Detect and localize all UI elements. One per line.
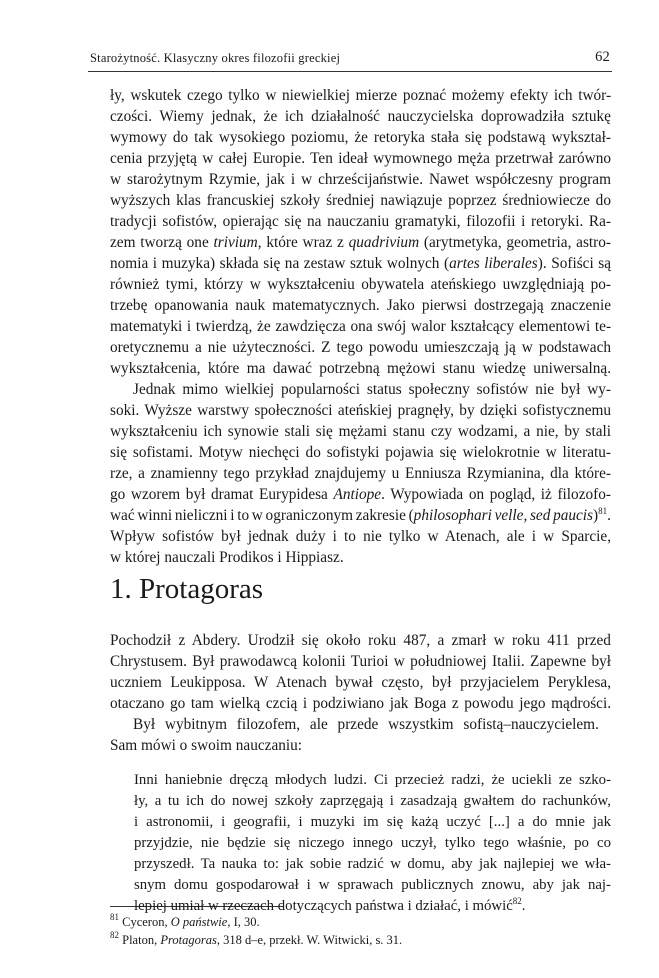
- text-span: Wpływ sofistów był jednak duży i to nie tylko w Atenach, ale i w Sparcie,: [110, 528, 612, 545]
- text-line: [110, 359, 611, 379]
- text-span: go wzorem był dramat Eurypidesa: [110, 486, 334, 503]
- text-span: ły, a tu ich do nowej szkoły zaprzęgają i zasadzają gwałtem do rachunków,: [134, 793, 611, 809]
- text-span: , które wraz z: [257, 234, 349, 251]
- text-span: Cyceron,: [119, 915, 171, 929]
- text-span: matematyki i twierdzą, że zawdzięcza ona swój walor kształcący elementowi te-: [110, 318, 612, 335]
- text-line: [110, 338, 611, 358]
- text-line: [110, 736, 302, 756]
- text-line: [134, 791, 611, 811]
- text-line: [110, 212, 611, 232]
- text-line: [134, 854, 611, 874]
- text-line: [110, 191, 611, 211]
- text-line: [110, 149, 611, 169]
- text-span: w której nauczali Prodikos i Hippiasz.: [110, 549, 344, 566]
- text-span: rze, a znamienny tego przykład znajdujemy u Enniusza Rzymianina, dla które-: [110, 465, 612, 482]
- text-span: Inni haniebnie dręczą młodych ludzi. Ci przecież radzi, że uciekli ze szko-: [134, 772, 612, 788]
- italic-text: Protagoras: [160, 933, 217, 947]
- text-line: [110, 275, 611, 295]
- italic-text: philosophari velle, sed paucis: [413, 507, 594, 524]
- text-span: wać winni nieliczni i to w ograniczonym zakresie (: [110, 507, 414, 524]
- text-line: [110, 694, 611, 714]
- text-span: .: [521, 898, 526, 914]
- text-span: . Wypowiada on pogląd, iż filozofo-: [381, 486, 611, 503]
- text-span: przyjdzie, nie będzie się niczego innego uczył, tylko tego właśnie, po co: [134, 835, 611, 851]
- text-span: ). Sofiści są: [537, 255, 612, 272]
- text-span: lepiej umiał w rzeczach dotyczących państwa i działać, i mówić: [134, 898, 513, 914]
- running-title: Starożytność. Klasyczny okres filozofii greckiej: [90, 51, 341, 65]
- footnote-ref: 81: [598, 506, 608, 516]
- text-span: , 318 d–e, przekł. W. Witwicki, s. 31.: [216, 933, 403, 947]
- text-span: (arytmetyka, geometria, astro-: [419, 234, 611, 251]
- text-line: [110, 464, 611, 484]
- italic-text: O państwie: [170, 915, 228, 929]
- text-line: [134, 896, 526, 916]
- text-span: Pochodził z Abdery. Urodził się około roku 487, a zmarł w roku 411 przed: [110, 632, 611, 649]
- text-line: [110, 485, 611, 505]
- text-span: soki. Wyższe warstwy społeczności ateńskiej pragnęły, by dzięki sofistycznemu: [110, 402, 612, 419]
- text-span: oretycznemu a nie użyteczności. Z tego powodu umieszczają ją w podstawach: [110, 339, 612, 356]
- footnote-ref: 82: [110, 930, 119, 940]
- text-line: [110, 422, 611, 442]
- italic-text: trivium: [213, 234, 258, 251]
- text-line: [110, 128, 611, 148]
- text-span: cenia przyjętą w całej Europie. Ten ideał wymownego męża przetrwał zarówno: [110, 150, 612, 167]
- text-line: [110, 296, 611, 316]
- italic-text: Antiope: [333, 486, 382, 503]
- text-span: czości. Wiemy jednak, że ich działalność nauczycielska doprowadziła sztukę: [110, 108, 611, 125]
- text-line: [110, 317, 611, 337]
- text-line: [134, 770, 611, 790]
- italic-text: artes liberales: [449, 255, 538, 272]
- text-line: [110, 401, 611, 421]
- text-span: wyższych klas francuskiej szkoły średniej nawiązuje poprzez średniowiecze do: [110, 192, 611, 209]
- text-span: nomia i muzyka) składa się na zestaw sztuk wolnych (: [110, 255, 450, 272]
- text-span: Chrystusem. Był prawodawcą kolonii Turioi w południowej Italii. Zapewne był: [110, 653, 611, 670]
- text-span: otaczano go tam wielką czcią i podziwiano jak Boga z powodu jego mądrości.: [110, 695, 612, 712]
- text-line: [110, 652, 611, 672]
- text-span: , I, 30.: [227, 915, 260, 929]
- text-span: wykształcenia, które ma dawać potrzebną mężowi stanu wiedzę uniwersalną.: [110, 360, 612, 377]
- footnote-ref: 82: [512, 896, 522, 906]
- text-span: zem tworzą one: [110, 234, 214, 251]
- text-span: Był wybitnym filozofem, ale przede wszystkim sofistą–nauczycielem.: [133, 716, 599, 733]
- footnote-line: [110, 932, 402, 948]
- text-line: [110, 170, 611, 190]
- text-span: również tymi, którzy w wykształceniu obywatela ateńskiego uwzględniają po-: [110, 276, 612, 293]
- text-span: Jednak mimo wielkiej popularności status społeczny sofistów nie był wy-: [133, 381, 612, 398]
- text-line: [110, 631, 611, 651]
- text-span: Platon,: [119, 933, 161, 947]
- text-span: się sofistami. Motyw niechęci do sofistyki pojawia się wielokrotnie w literatu-: [110, 444, 611, 461]
- text-line: [110, 527, 611, 547]
- running-header: [88, 49, 612, 72]
- text-span: .: [607, 507, 611, 524]
- text-line: [110, 107, 611, 127]
- page-number: 62: [595, 49, 610, 65]
- text-line: [110, 233, 611, 253]
- text-line: [110, 86, 611, 106]
- text-line: [133, 715, 599, 735]
- text-line: [110, 548, 344, 568]
- text-line: [133, 380, 611, 400]
- text-span: Sam mówi o swoim nauczaniu:: [110, 737, 303, 754]
- footnote-ref: 81: [110, 912, 119, 922]
- text-span: ): [593, 507, 599, 524]
- text-span: i astronomii, i geografii, i muzyki im się każą uczyć [...] a do mnie jak: [134, 814, 612, 830]
- text-span: w starożytnym Rzymie, jak i w chrześcijaństwie. Nawet współczesny program: [110, 171, 611, 188]
- text-span: wymowy do tak wysokiego poziomu, że retoryka stała się podstawą wykształ-: [110, 129, 612, 146]
- text-span: tradycji sofistów, opierając się na nauczaniu gramatyki, filozofii i retoryki. Ra-: [110, 213, 612, 230]
- text-line: [134, 812, 611, 832]
- section-heading: 1. Protagoras: [110, 573, 264, 605]
- text-line: [110, 673, 611, 693]
- text-line: [110, 443, 611, 463]
- text-span: ły, wskutek czego tylko w niewielkiej mierze poznać możemy efekty ich twór-: [110, 87, 612, 104]
- italic-text: quadrivium: [348, 234, 420, 251]
- text-span: trzebę opanowania nauk matematycznych. Jako pierwsi dostrzegają znaczenie: [110, 297, 611, 314]
- text-line: [110, 506, 611, 526]
- text-line: [134, 833, 611, 853]
- text-span: uczniem Leukipposa. W Atenach bywał często, był przyjacielem Peryklesa,: [110, 674, 612, 691]
- text-line: [110, 254, 611, 274]
- text-span: przyszedł. Ta nauka to: jak sobie radzić w domu, aby jak najlepiej we wła-: [134, 856, 611, 872]
- text-span: wykształceniu ich synowie stali się mężami stanu czy wodzami, a nie, by stali: [110, 423, 611, 440]
- footnote-line: [110, 914, 260, 930]
- text-line: [134, 875, 611, 895]
- text-span: snym domu gospodarował i w sprawach publicznych znowu, aby jak naj-: [134, 877, 611, 893]
